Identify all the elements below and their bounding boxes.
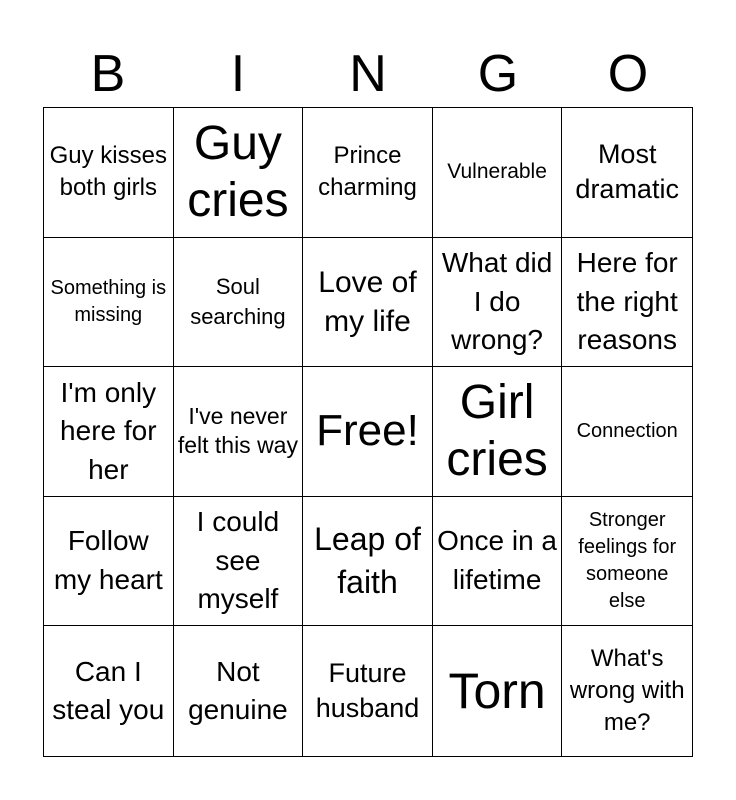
header-letter-n: N	[349, 45, 387, 103]
bingo-cell[interactable]	[303, 238, 433, 368]
bingo-cell[interactable]	[433, 497, 563, 627]
bingo-cell[interactable]	[433, 626, 563, 756]
cell-text: I've never felt this way	[177, 402, 298, 459]
bingo-cell[interactable]	[303, 108, 433, 238]
bingo-cell[interactable]	[562, 626, 692, 756]
bingo-cell[interactable]	[174, 626, 304, 756]
bingo-cell[interactable]	[303, 497, 433, 627]
cell-text: Love of my life	[318, 265, 417, 338]
bingo-cell[interactable]	[174, 497, 304, 627]
cell-text: What's wrong with me?	[569, 644, 685, 737]
bingo-cell[interactable]	[433, 238, 563, 368]
cell-text: Guy cries	[187, 116, 289, 228]
bingo-cell[interactable]	[562, 108, 692, 238]
cell-text: I could see myself	[196, 506, 280, 615]
free-space-text: Free!	[316, 406, 419, 456]
bingo-cell[interactable]	[433, 108, 563, 238]
header-letter-o: O	[607, 45, 649, 103]
cell-text: Soul searching	[190, 274, 286, 329]
header-letter-g: G	[477, 45, 519, 103]
cell-text: Can I steal you	[52, 655, 165, 726]
cell-text: I'm only here for her	[60, 376, 157, 485]
bingo-header	[43, 40, 693, 108]
cell-text: Connection	[576, 419, 678, 442]
cell-text: Girl cries	[446, 375, 548, 487]
bingo-cell[interactable]	[174, 367, 304, 497]
cell-text: Not genuine	[188, 655, 288, 726]
cell-text: Vulnerable	[447, 160, 547, 184]
bingo-cell[interactable]	[44, 108, 174, 238]
cell-text: Torn	[448, 663, 546, 720]
bingo-cell[interactable]	[433, 367, 563, 497]
bingo-cell[interactable]	[174, 108, 304, 238]
cell-text: Future husband	[315, 658, 420, 724]
cell-text: Here for the right reasons	[576, 246, 678, 356]
cell-text: Leap of faith	[314, 520, 421, 601]
cell-text: Follow my heart	[53, 525, 163, 596]
bingo-cell[interactable]	[303, 626, 433, 756]
bingo-cell[interactable]	[562, 367, 692, 497]
bingo-cell[interactable]	[174, 238, 304, 368]
cell-text: Something is missing	[50, 276, 167, 326]
bingo-cell[interactable]	[562, 497, 692, 627]
header-letter-b: B	[90, 45, 126, 103]
bingo-cell[interactable]	[44, 238, 174, 368]
bingo-cell[interactable]	[44, 497, 174, 627]
cell-text: Most dramatic	[575, 139, 679, 205]
bingo-cell[interactable]	[44, 626, 174, 756]
header-letter-i: I	[230, 45, 246, 103]
cell-text: Prince charming	[318, 141, 417, 202]
cell-text: Once in a lifetime	[437, 525, 558, 596]
cell-text: Stronger feelings for someone else	[578, 509, 677, 613]
bingo-board	[43, 107, 693, 757]
bingo-cell[interactable]	[562, 238, 692, 368]
cell-text: What did I do wrong?	[441, 246, 553, 356]
bingo-cell[interactable]	[44, 367, 174, 497]
cell-text: Guy kisses both girls	[49, 141, 167, 202]
free-space-cell[interactable]	[303, 367, 433, 497]
